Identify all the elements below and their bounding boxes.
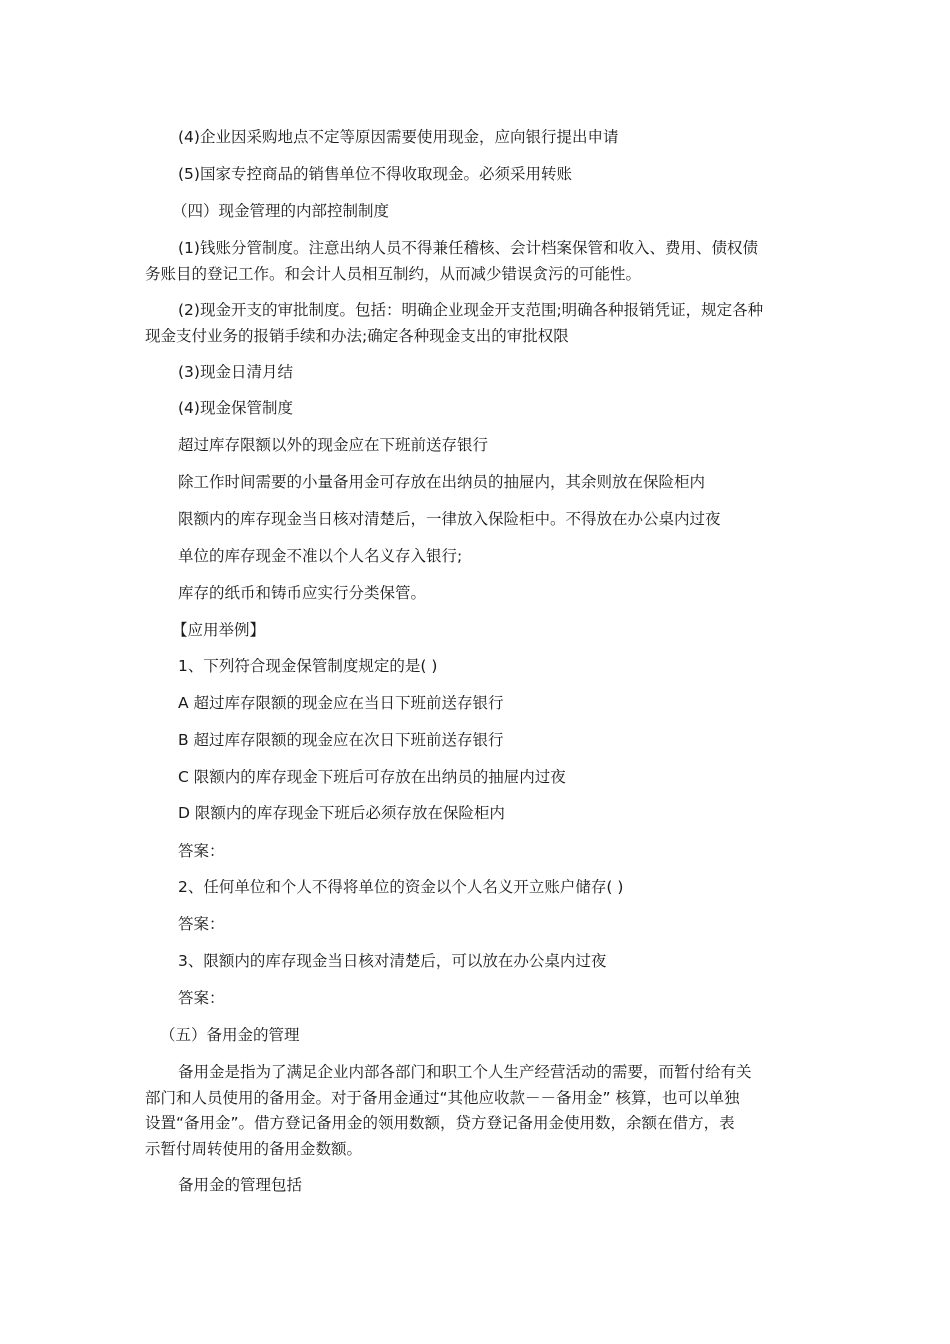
answer-option: B 超过库存限额的现金应在次日下班前送存银行 (178, 731, 504, 749)
text-line: 设置“备用金”。借方登记备用金的领用数额，贷方登记备用金使用数，余额在借方，表 (145, 1114, 735, 1132)
answer-option: A 超过库存限额的现金应在当日下班前送存银行 (178, 694, 504, 712)
text-line: (4)企业因采购地点不定等原因需要使用现金，应向银行提出申请 (178, 128, 619, 146)
text-line: 超过库存限额以外的现金应在下班前送存银行 (178, 436, 489, 454)
answer-option: C 限额内的库存现金下班后可存放在出纳员的抽屉内过夜 (178, 768, 566, 786)
answer-option: D 限额内的库存现金下班后必须存放在保险柜内 (178, 804, 505, 822)
text-line: (3)现金日清月结 (178, 363, 293, 381)
answer-label: 答案： (178, 989, 225, 1007)
text-line: (2)现金开支的审批制度。包括：明确企业现金开支范围;明确各种报销凭证，规定各种 (178, 301, 764, 319)
text-line: 现金支付业务的报销手续和办法;确定各种现金支出的审批权限 (145, 327, 569, 345)
text-line: 限额内的库存现金当日核对清楚后，一律放入保险柜中。不得放在办公桌内过夜 (178, 510, 721, 528)
answer-label: 答案： (178, 842, 225, 860)
text-line: 务账目的登记工作。和会计人员相互制约，从而减少错误贪污的可能性。 (145, 265, 642, 283)
question-text: 3、限额内的库存现金当日核对清楚后，可以放在办公桌内过夜 (178, 952, 607, 970)
text-line: 备用金是指为了满足企业内部各部门和职工个人生产经营活动的需要，而暂付给有关 (178, 1063, 752, 1081)
question-text: 2、任何单位和个人不得将单位的资金以个人名义开立账户储存( ) (178, 878, 624, 896)
section-heading: （四）现金管理的内部控制制度 (172, 202, 390, 220)
text-line: 库存的纸币和铸币应实行分类保管。 (178, 584, 427, 602)
section-heading: 【应用举例】 (172, 621, 266, 639)
text-line: 单位的库存现金不准以个人名义存入银行; (178, 547, 463, 565)
text-line: (1)钱账分管制度。注意出纳人员不得兼任稽核、会计档案保管和收入、费用、债权债 (178, 239, 758, 257)
answer-label: 答案： (178, 915, 225, 933)
text-line: (5)国家专控商品的销售单位不得收取现金。必须采用转账 (178, 165, 572, 183)
text-line: 备用金的管理包括 (178, 1176, 303, 1194)
question-text: 1、下列符合现金保管制度规定的是( ) (178, 657, 438, 675)
text-line: (4)现金保管制度 (178, 399, 293, 417)
text-line: 除工作时间需要的小量备用金可存放在出纳员的抽屉内，其余则放在保险柜内 (178, 473, 706, 491)
text-line: 部门和人员使用的备用金。对于备用金通过“其他应收款－－备用金” 核算，也可以单独 (145, 1089, 740, 1107)
section-heading: （五）备用金的管理 (160, 1026, 300, 1044)
text-line: 示暂付周转使用的备用金数额。 (145, 1140, 363, 1158)
